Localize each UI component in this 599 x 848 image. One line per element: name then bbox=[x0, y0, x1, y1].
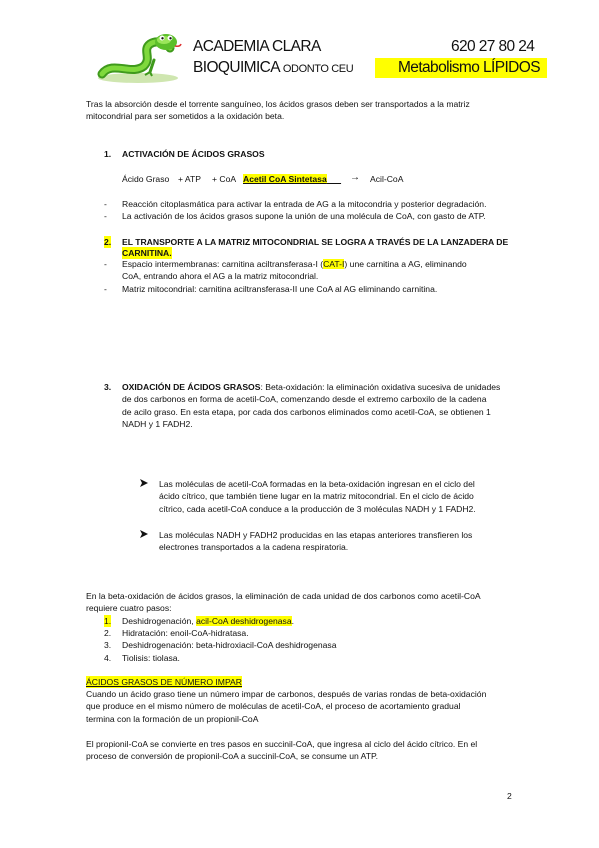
academy-logo bbox=[92, 30, 184, 84]
header-topic: Metabolismo LÍPIDOS bbox=[398, 59, 540, 76]
step-number: 2. bbox=[104, 628, 112, 638]
reaction-atp: + ATP bbox=[178, 174, 202, 184]
arrow-item-line: electrones transportados a la cadena respiratoria. bbox=[159, 542, 349, 552]
odd-chain-line: que produce en el mismo número de moléculas de acetil-CoA, el proceso de acortamiento gradual bbox=[86, 701, 461, 711]
step-text: Tiolisis: tiolasa. bbox=[122, 653, 180, 663]
beta-intro-line: En la beta-oxidación de ácidos grasos, la eliminación de cada unidad de dos carbonos como acetil-CoA bbox=[86, 591, 481, 601]
step-number: 4. bbox=[104, 653, 112, 663]
reaction-substrate: Ácido Graso bbox=[122, 174, 170, 184]
bullet-dash: - bbox=[104, 199, 107, 209]
reaction-enzyme-label: Acetil CoA Sintetasa bbox=[243, 174, 327, 184]
section1-bullet: La activación de los ácidos grasos supone la unión de una molécula de CoA, con gasto de ATP. bbox=[122, 211, 486, 221]
arrowhead-bullet-icon bbox=[140, 530, 148, 538]
reaction-enzyme-underline bbox=[327, 174, 341, 184]
intro-line: Tras la absorción desde el torrente sanguíneo, los ácidos grasos deben ser transportados a la matriz bbox=[86, 99, 470, 109]
reaction-arrow: → bbox=[350, 172, 360, 183]
arrow-item-line: Las moléculas de acetil-CoA formadas en la beta-oxidación ingresan en el ciclo del bbox=[159, 479, 475, 489]
section3-line: de dos carbonos en forma de acetil-CoA, comenzando desde el extremo carboxilo de la cadena bbox=[122, 394, 487, 404]
section3-number: 3. bbox=[104, 382, 112, 392]
bullet-dash: - bbox=[104, 211, 107, 221]
arrow-item-line: cítrico, cada acetil-CoA conduce a la producción de 3 moléculas NADH y 1 FADH2. bbox=[159, 504, 476, 514]
header-phone: 620 27 80 24 bbox=[451, 38, 535, 55]
step-text: Hidratación: enoil-CoA-hidratasa. bbox=[122, 628, 249, 638]
reaction-product: Acil-CoA bbox=[370, 174, 404, 184]
odd-chain-line: Cuando un ácido graso tiene un número impar de carbonos, después de varias rondas de beta-oxidación bbox=[86, 689, 487, 699]
section1-bullet: Reacción citoplasmática para activar la entrada de AG a la mitocondria y posterior degradación. bbox=[122, 199, 487, 209]
section3-text: : Beta-oxidación: la eliminación oxidativa sucesiva de unidades bbox=[260, 382, 501, 392]
beta-intro-line: requiere cuatro pasos: bbox=[86, 603, 172, 613]
header-subject bbox=[193, 59, 353, 77]
reaction-enzyme bbox=[243, 173, 341, 185]
section2-number: 2. bbox=[104, 237, 112, 247]
step-text bbox=[122, 615, 294, 627]
section2-title: EL TRANSPORTE A LA MATRIZ MITOCONDRIAL SE LOGRA A TRAVÉS DE LA LANZADERA DE bbox=[122, 237, 509, 247]
section3-line: NADH y 1 FADH2. bbox=[122, 419, 193, 429]
header-subject-sub: ODONTO CEU bbox=[282, 63, 354, 75]
section3-line bbox=[122, 381, 500, 393]
bullet-dash: - bbox=[104, 259, 107, 269]
section3-line: de acilo graso. En esta etapa, por cada dos carbonos eliminados como acetil-CoA, se obtienen 1 bbox=[122, 407, 491, 417]
section2-bullet-text: Espacio intermembranas: carnitina aciltransferasa-I ( bbox=[122, 259, 324, 269]
step-text: Deshidrogenación: beta-hidroxiacil-CoA deshidrogenasa bbox=[122, 640, 337, 650]
arrow-item-line: ácido cítrico, que también tiene lugar en la matriz mitocondrial. En el ciclo de ácido bbox=[159, 491, 474, 501]
logo-shadow bbox=[98, 73, 178, 83]
section2-bullet-cont: CoA, entrando ahora el AG a la matriz mitocondrial. bbox=[122, 271, 319, 281]
step-enzyme-highlight: acil-CoA deshidrogenasa bbox=[196, 616, 292, 626]
cat1-highlight: CAT-I bbox=[323, 259, 345, 269]
intro-line: mitocondrial para ser sometidos a la oxidación beta. bbox=[86, 111, 285, 121]
section1-number: 1. bbox=[104, 149, 112, 159]
section2-bullet bbox=[122, 258, 467, 270]
page-number: 2 bbox=[507, 791, 512, 801]
propionyl-line: proceso de conversión de propionil-CoA a succinil-CoA, se consume un ATP. bbox=[86, 751, 379, 761]
section2-title-cont: CARNITINA. bbox=[122, 248, 172, 258]
section2-bullet: Matriz mitocondrial: carnitina aciltransferasa-II une CoA al AG eliminando carnitina. bbox=[122, 284, 438, 294]
step-number: 3. bbox=[104, 640, 112, 650]
step-label: Deshidrogenación, bbox=[122, 616, 197, 626]
step-number: 1. bbox=[104, 616, 112, 626]
propionyl-line: El propionil-CoA se convierte en tres pasos en succinil-CoA, que ingresa al ciclo del ácido cítrico. En el bbox=[86, 739, 478, 749]
arrow-item-line: Las moléculas NADH y FADH2 producidas en las etapas anteriores transfieren los bbox=[159, 530, 473, 540]
section2-bullet-text: ) une carnitina a AG, eliminando bbox=[344, 259, 467, 269]
arrowhead-bullet-icon bbox=[140, 479, 148, 487]
section3-title: OXIDACIÓN DE ÁCIDOS GRASOS bbox=[122, 382, 261, 392]
header-subject-main: BIOQUIMICA bbox=[193, 59, 280, 76]
step-tail: . bbox=[291, 616, 294, 626]
odd-chain-line: termina con la formación de un propionil-CoA bbox=[86, 714, 259, 724]
header-academy-name: ACADEMIA CLARA bbox=[193, 38, 321, 55]
odd-chain-title: ÁCIDOS GRASOS DE NÚMERO IMPAR bbox=[86, 677, 242, 687]
reaction-coa: + CoA bbox=[212, 174, 237, 184]
section1-title: ACTIVACIÓN DE ÁCIDOS GRASOS bbox=[122, 149, 265, 159]
bullet-dash: - bbox=[104, 284, 107, 294]
